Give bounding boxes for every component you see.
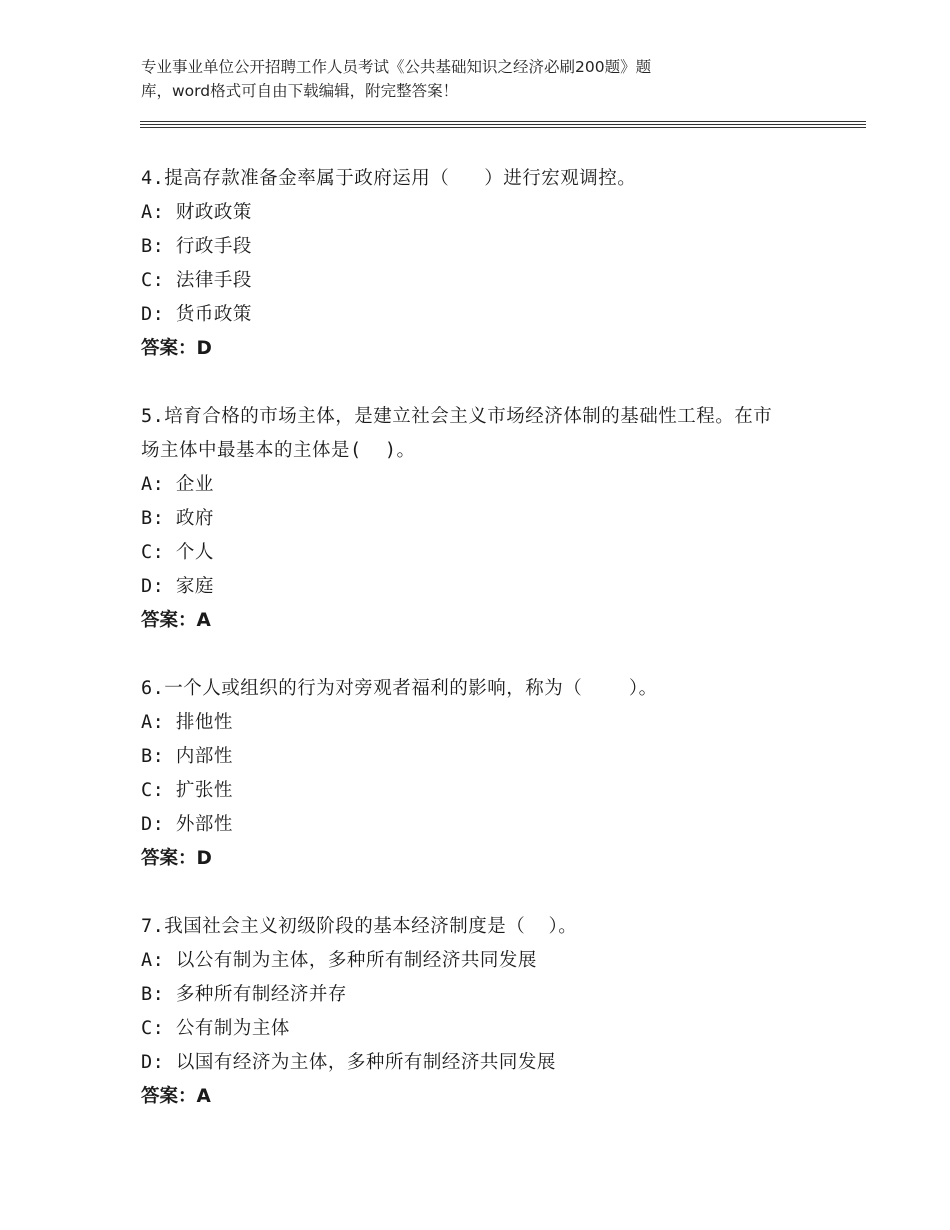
option-a: A: 以公有制为主体，多种所有制经济共同发展 [141,950,537,971]
question-5 [141,400,781,638]
option-a: A: 排他性 [141,712,233,733]
option-d: D: 以国有经济为主体，多种所有制经济共同发展 [141,1052,556,1073]
header-line-2: 库，word格式可自由下载编辑，附完整答案！ [141,82,459,100]
option-c: C: 公有制为主体 [141,1018,290,1039]
header-divider [140,121,866,130]
answer: 答案：D [141,338,212,359]
option-c: C: 扩张性 [141,780,233,801]
answer: 答案：A [141,610,211,631]
document-header [141,55,781,103]
option-c: C: 法律手段 [141,270,252,291]
question-text: 6.一个人或组织的行为对旁观者福利的影响，称为（ ）。 [141,678,658,699]
option-a: A: 财政政策 [141,202,252,223]
option-b: B: 政府 [141,508,214,529]
option-a: A: 企业 [141,474,214,495]
answer: 答案：A [141,1086,211,1107]
header-line-1: 专业事业单位公开招聘工作人员考试《公共基础知识之经济必刷200题》题 [141,58,652,76]
question-6 [141,672,821,876]
option-d: D: 外部性 [141,814,233,835]
option-b: B: 多种所有制经济并存 [141,984,347,1005]
option-d: D: 家庭 [141,576,214,597]
option-d: D: 货币政策 [141,304,252,325]
question-text: 4.提高存款准备金率属于政府运用（ ）进行宏观调控。 [141,168,637,189]
question-4 [141,162,821,366]
question-7 [141,910,821,1114]
question-text: 7.我国社会主义初级阶段的基本经济制度是（ ）。 [141,916,578,937]
option-b: B: 内部性 [141,746,233,767]
option-c: C: 个人 [141,542,214,563]
answer: 答案：D [141,848,212,869]
question-text: 5.培育合格的市场主体，是建立社会主义市场经济体制的基础性工程。在市场主体中最基本的主体是( )。 [141,406,773,461]
option-b: B: 行政手段 [141,236,252,257]
